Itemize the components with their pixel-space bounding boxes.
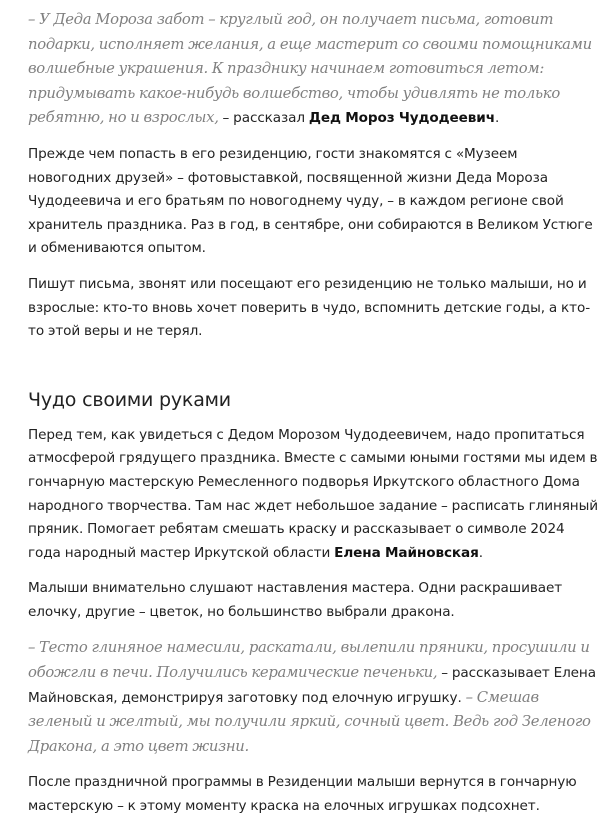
speaker-name-ded-moroz: Дед Мороз Чудодеевич [308, 110, 495, 127]
article-body [28, 8, 600, 819]
quote-ded-moroz: – У Деда Мороза забот – круглый год, он получает письма, готовит подарки, исполняет желания, а еще мастерит со своими помощниками волшебные украшения. К празднику начинаем готовиться летом: придумывать какое-нибудь волшебство, чтобы удивлять не только ребятню, но и взрослых, [28, 11, 592, 127]
section-heading: Чудо своими руками [28, 388, 231, 411]
quote-master-first: – Тесто глиняное намесили, раскатали, вылепили пряники, просушили и обожгли в печи. Получились керамические печеньки, [28, 639, 590, 682]
paragraph-end-dot: . [494, 110, 500, 127]
paragraph-workshop [28, 424, 600, 566]
workshop-text: Перед тем, как увидеться с Дедом Морозом Чудодеевичем, надо пропитаться атмосферой грядущего праздника. Вместе с самыми юными гостями мы идем в гончарную мастерскую Ремесленного подворья Иркутского областного Дома народного творчества. Там нас ждет небольшое задание – расписать глиняный пряник. Помогает ребятам смешать краску и рассказывает о символе 2024 года народный мастер Иркутской области [28, 426, 598, 561]
paragraph-kids-listen: Малыши внимательно слушают наставления мастера. Одни раскрашивает елочку, другие – цветок, но большинство выбрали дракона. [28, 580, 563, 620]
quote-master-second: – Смешав зеленый и желтый, мы получили яркий, сочный цвет. Ведь год Зеленого Дракона, а это цвет жизни. [28, 688, 591, 755]
quote-paragraph-ded-moroz [28, 8, 600, 131]
attribution-text: – рассказывает Елена Майновская, демонстрируя заготовку под елочную игрушку. [28, 665, 596, 706]
paragraph-letters: Пишут письма, звонят или посещают его резиденцию не только малыши, но и взрослые: кто-то вновь хочет поверить в чудо, вспомнить детские годы, а кто-то этой веры и не терял. [28, 275, 591, 340]
paragraph-end-dot: . [478, 544, 483, 561]
speaker-name-master: Елена Майновская [334, 544, 479, 561]
paragraph-after-program: После праздничной программы в Резиденции малыши вернутся в гончарную мастерскую – к этому моменту краска на елочных игрушках подсохнет. [28, 774, 577, 815]
quote-paragraph-master [28, 636, 600, 759]
attribution-text: – рассказал [218, 110, 309, 127]
paragraph-museum: Прежде чем попасть в его резиденцию, гости знакомятся с «Музеем новогодних друзей» – фотовыставкой, посвященной жизни Деда Мороза Чудодеевича и его братьям по новогоднему чуду, – в каждом регионе свой хранитель праздника. Раз в год, в сентябре, они собираются в Великом Устюге и обмениваются опытом. [28, 145, 593, 257]
